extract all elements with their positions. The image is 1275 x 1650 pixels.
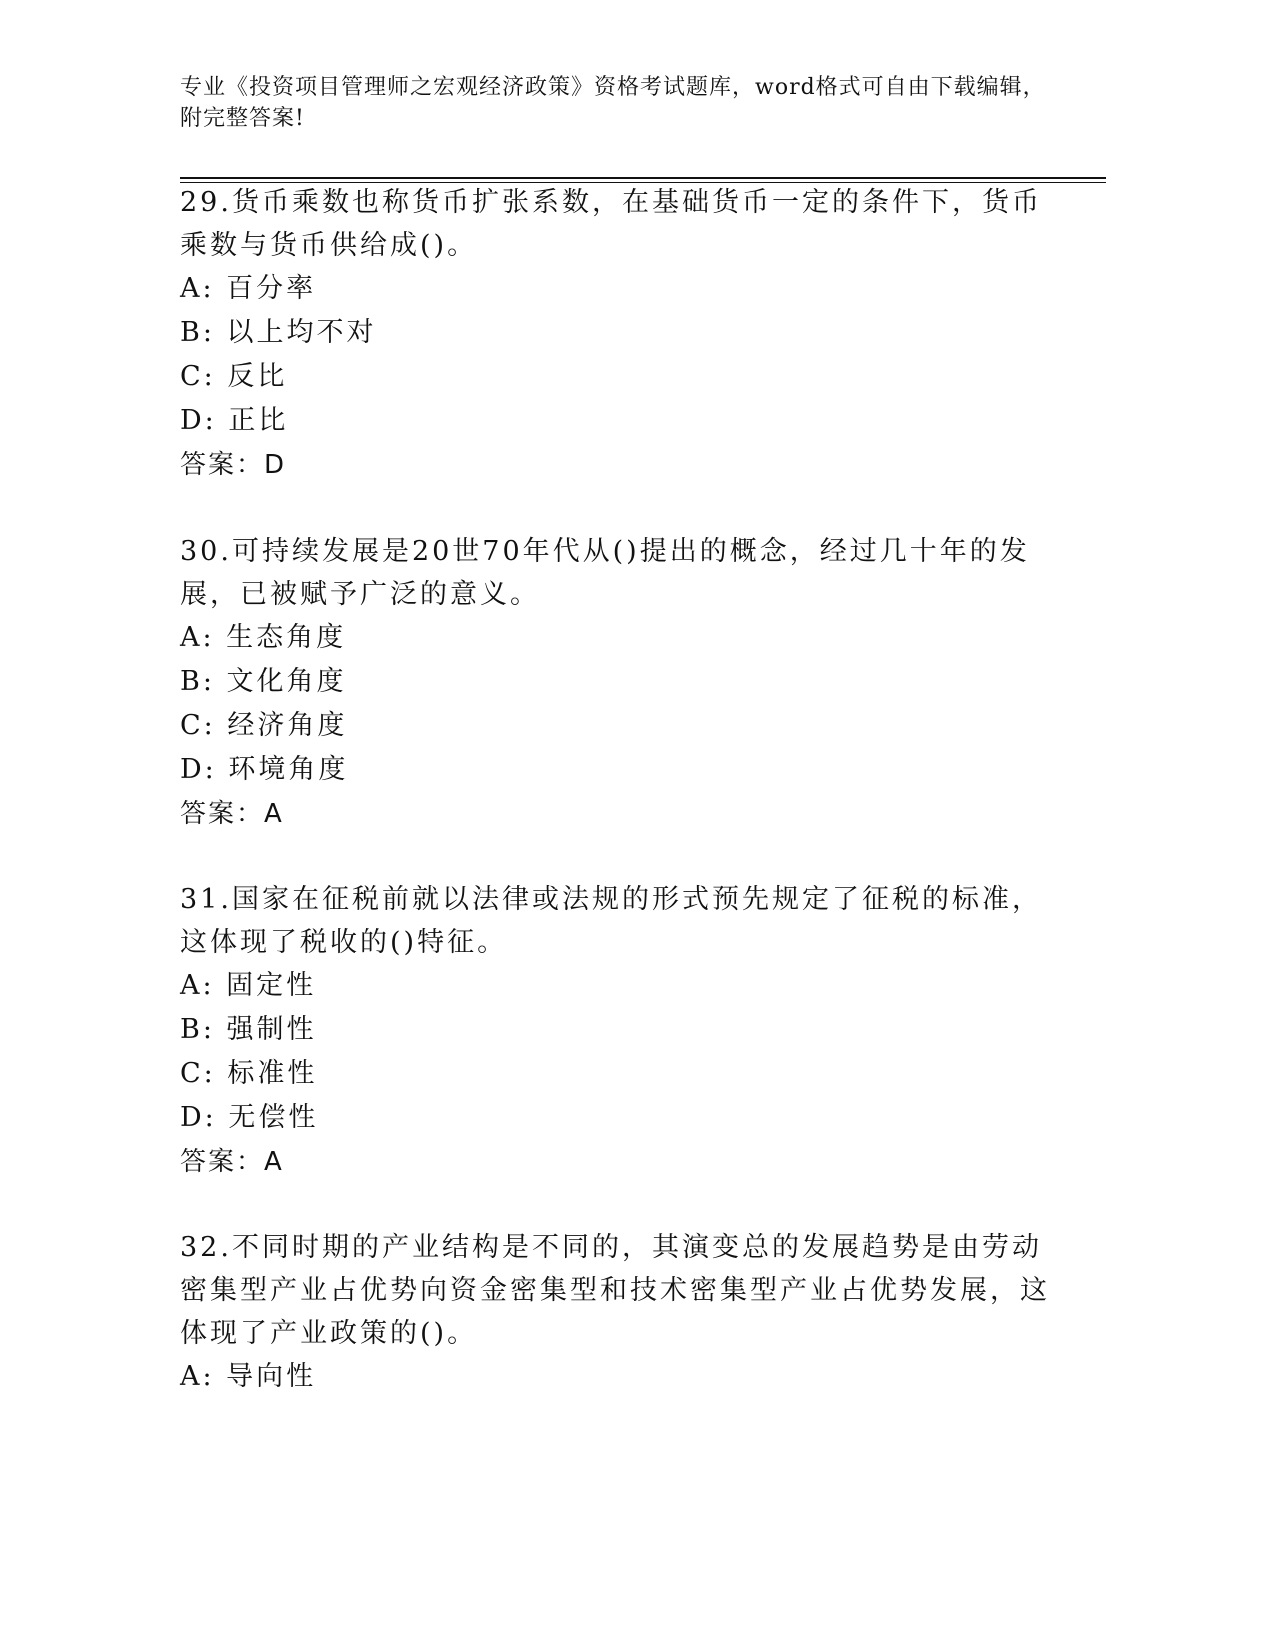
- option-d: D: 环境角度: [180, 754, 349, 785]
- option-c: C: 标准性: [180, 1058, 318, 1089]
- option-a: A: 生态角度: [180, 622, 347, 653]
- option-a: A: 固定性: [180, 970, 317, 1001]
- question-30: [180, 530, 1060, 836]
- question-29: [180, 181, 1060, 487]
- option-d: D: 正比: [180, 405, 289, 436]
- option-c: C: 反比: [180, 361, 288, 392]
- question-stem: 29.货币乘数也称货币扩张系数，在基础货币一定的条件下，货币乘数与货币供给成()。: [180, 187, 1042, 261]
- question-stem: 32.不同时期的产业结构是不同的，其演变总的发展趋势是由劳动密集型产业占优势向资金密集型和技术密集型产业占优势发展，这体现了产业政策的()。: [180, 1232, 1050, 1349]
- question-stem: 31.国家在征税前就以法律或法规的形式预先规定了征税的标准，这体现了税收的()特征。: [180, 884, 1042, 958]
- option-d: D: 无偿性: [180, 1102, 319, 1133]
- question-31: [180, 878, 1060, 1184]
- option-a: A: 百分率: [180, 273, 317, 304]
- option-b: B: 文化角度: [180, 666, 347, 697]
- option-c: C: 经济角度: [180, 710, 348, 741]
- answer-line: 答案：A: [180, 1147, 284, 1177]
- option-a: A: 导向性: [180, 1361, 317, 1392]
- option-b: B: 以上均不对: [180, 317, 377, 348]
- answer-line: 答案：D: [180, 450, 287, 480]
- header-intro-text: 专业《投资项目管理师之宏观经济政策》资格考试题库，word格式可自由下载编辑，附完整答案!: [180, 75, 1046, 131]
- question-32: [180, 1226, 1060, 1399]
- document-header: [180, 72, 1060, 134]
- question-stem: 30.可持续发展是20世70年代从()提出的概念，经过几十年的发展，已被赋予广泛的意义。: [180, 536, 1030, 610]
- header-divider-thick: [180, 177, 1106, 179]
- answer-line: 答案：A: [180, 799, 284, 829]
- option-b: B: 强制性: [180, 1014, 317, 1045]
